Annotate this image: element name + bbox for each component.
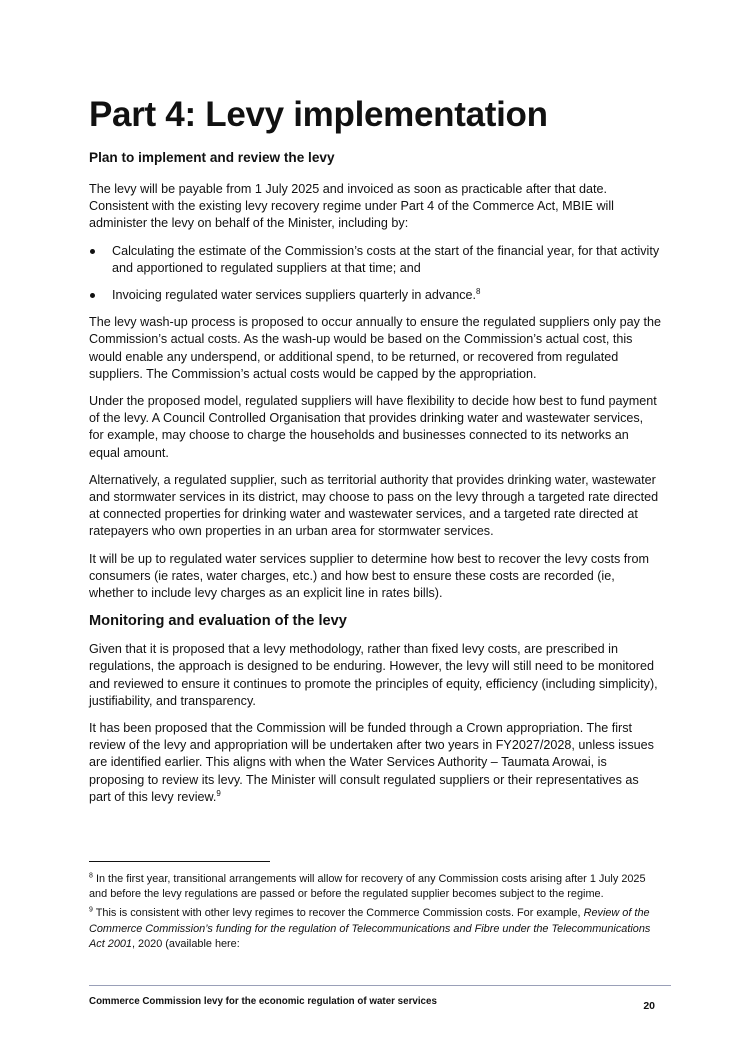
bullet-icon bbox=[90, 293, 95, 298]
paragraph: Alternatively, a regulated supplier, such as territorial authority that provides drinking water, wastewater and stormwater services in its district, may choose to pass on the levy through a targeted rate directed at connected properties for drinking water and wastewater services, and a targeted rate directed at ratepayers who own properties in an urban area for stormwater services. bbox=[89, 472, 659, 539]
footnotes bbox=[89, 872, 661, 956]
footnote-number: 9 bbox=[89, 906, 93, 914]
page-title: Part 4: Levy implementation bbox=[89, 95, 548, 134]
bullet-item bbox=[89, 243, 661, 277]
paragraph-text: It has been proposed that the Commission will be funded through a Crown appropriation. The first review of the levy and appropriation will be undertaken after two years in FY2027/2028, unless issues are identified earlier. This aligns with when the Water Services Authority – Taumata Arowai, is proposing to review its levy. The Minister will consult regulated suppliers or their representatives as part of this levy review. bbox=[89, 721, 654, 804]
footnote-text: , 2020 (available here: bbox=[132, 937, 240, 950]
page-number: 20 bbox=[643, 1000, 655, 1012]
footnote-text: This is consistent with other levy regimes to recover the Commerce Commission costs. For example, bbox=[95, 907, 584, 920]
paragraph: The levy wash-up process is proposed to occur annually to ensure the regulated suppliers only pay the Commission’s actual costs. As the wash-up would be based on the Commission’s actual cost, this would enable any underspend, or additional spend, to be returned, or recovered from regulated suppliers. The Commission’s actual costs would be capped by the appropriation. bbox=[89, 315, 661, 381]
paragraph: The levy will be payable from 1 July 2025 and invoiced as soon as practicable after that date. Consistent with the existing levy recovery regime under Part 4 of the Commerce Act, MBIE will administer the levy on behalf of the Minister, including by: bbox=[89, 182, 614, 231]
paragraph: Under the proposed model, regulated suppliers will have flexibility to decide how best to fund payment of the levy. A Council Controlled Organisation that provides drinking water and wastewater services, for example, may choose to charge the households and businesses connected to its networks an equal amount. bbox=[89, 394, 657, 460]
footer-title: Commerce Commission levy for the economic regulation of water services bbox=[89, 996, 437, 1007]
bullet-text: Invoicing regulated water services suppliers quarterly in advance. bbox=[112, 288, 477, 303]
bullet-text: Calculating the estimate of the Commission’s costs at the start of the financial year, for that activity and apportioned to regulated suppliers at that time; and bbox=[112, 243, 660, 275]
footnote-text: In the first year, transitional arrangements will allow for recovery of any Commission costs arising after 1 July 2025 and before the levy regulations are passed or before the regulated supplier becomes subject to the regime. bbox=[89, 873, 646, 901]
section-heading-monitoring: Monitoring and evaluation of the levy bbox=[89, 613, 347, 630]
bullet-icon bbox=[90, 249, 95, 254]
footnote-divider bbox=[89, 861, 270, 862]
footnote-citation: Review of the Commerce Commission’s funding for the regulation of Telecommunications and Fibre under the Telecommunications Act 2001 bbox=[89, 907, 651, 950]
main-content bbox=[89, 92, 661, 816]
paragraph bbox=[89, 720, 661, 806]
bullet-item bbox=[89, 287, 661, 304]
footer-divider bbox=[89, 985, 671, 986]
paragraph: Given that it is proposed that a levy methodology, rather than fixed levy costs, are prescribed in regulations, the approach is designed to be enduring. However, the levy will still need to be monitored and reviewed to ensure it continues to promote the principles of equity, efficiency (including simplicity), justifiability, and transparency. bbox=[89, 642, 658, 708]
footnote-ref[interactable]: 9 bbox=[216, 788, 221, 798]
footnote-ref[interactable]: 8 bbox=[476, 286, 481, 296]
paragraph: It will be up to regulated water services supplier to determine how best to recover the levy costs from consumers (ie rates, water charges, etc.) and how best to ensure these costs are recorded (ie, whether to include levy charges as an explicit line in rates bills). bbox=[89, 551, 649, 601]
footnote-8 bbox=[89, 872, 661, 902]
bullet-list bbox=[89, 243, 661, 305]
footnote-9 bbox=[89, 906, 661, 952]
section-heading-plan: Plan to implement and review the levy bbox=[89, 150, 335, 165]
footnote-number: 8 bbox=[89, 872, 93, 880]
